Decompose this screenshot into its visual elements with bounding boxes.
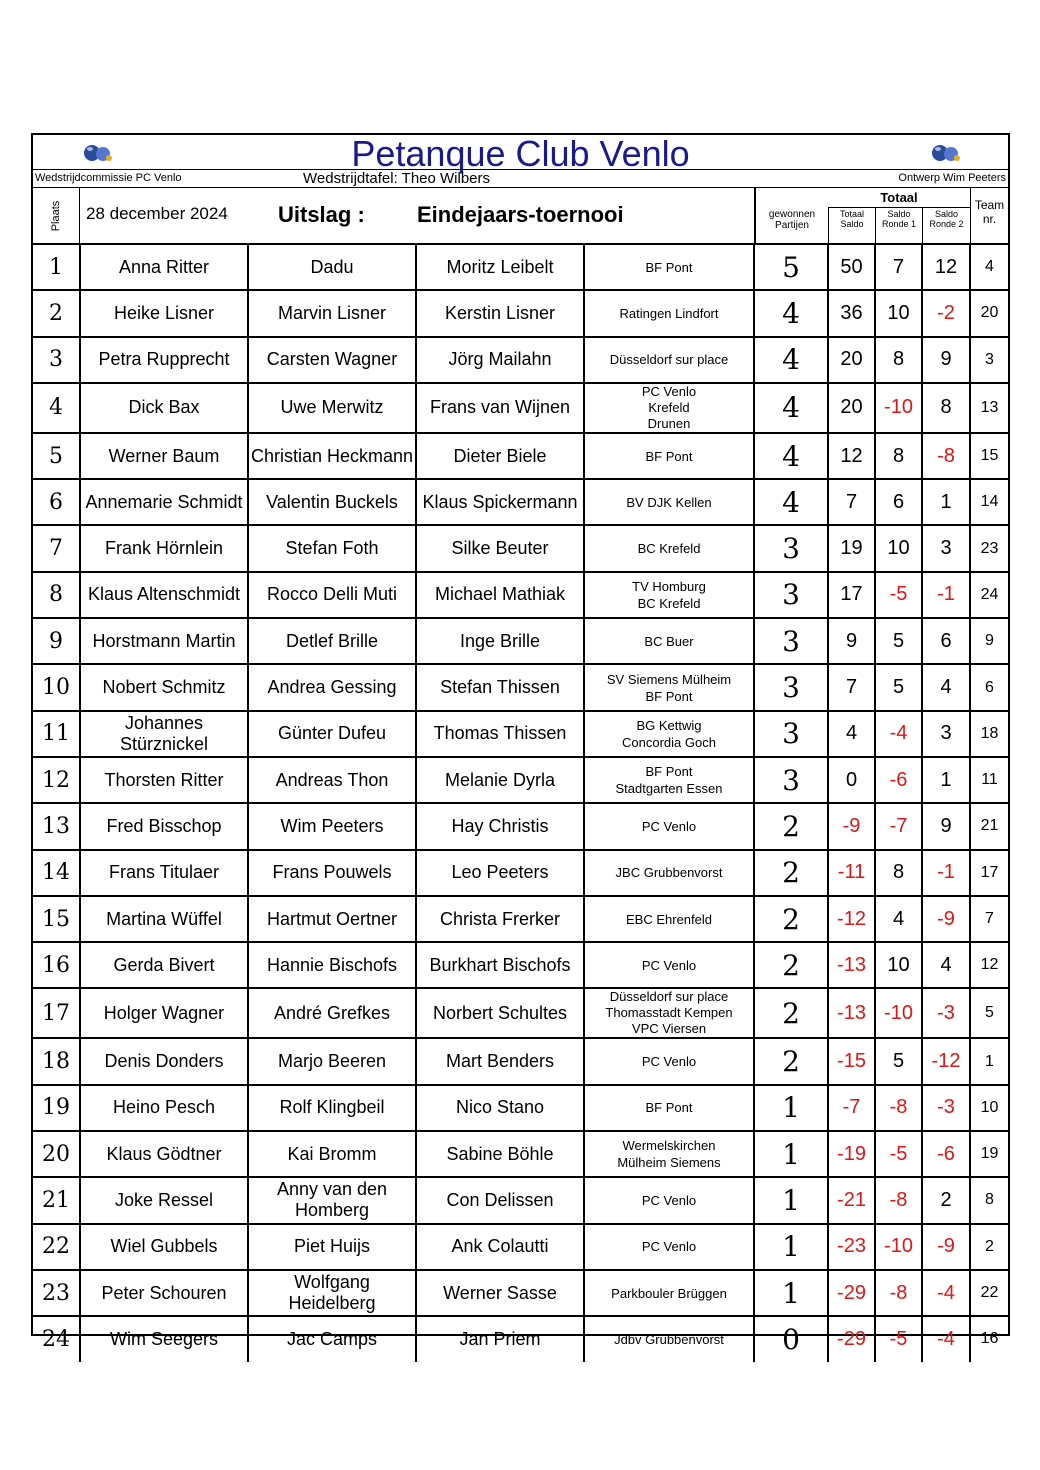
player1-cell: Johannes Stürznickel <box>80 711 248 757</box>
total-saldo-cell: -23 <box>828 1224 875 1270</box>
place-cell: 17 <box>33 988 80 1038</box>
won-games-cell: 4 <box>754 433 828 479</box>
player3-cell: Silke Beuter <box>416 525 584 571</box>
round2-saldo-cell: -4 <box>922 1270 970 1316</box>
total-saldo-cell: -11 <box>828 850 875 896</box>
round1-saldo-cell: 5 <box>875 618 922 664</box>
team-number-cell: 15 <box>970 433 1008 479</box>
table-row <box>33 988 1008 1038</box>
player3-cell: Melanie Dyrla <box>416 757 584 803</box>
table-row <box>33 711 1008 757</box>
player1-cell: Peter Schouren <box>80 1270 248 1316</box>
round1-saldo-cell: 5 <box>875 664 922 710</box>
club-title: Petanque Club Venlo <box>351 133 690 174</box>
team-number-cell: 5 <box>970 988 1008 1038</box>
total-saldo-cell: 36 <box>828 290 875 336</box>
round1-saldo-cell: -8 <box>875 1177 922 1223</box>
player2-cell: Rolf Klingbeil <box>248 1085 416 1131</box>
club-cell: Wermelskirchen Mülheim Siemens <box>584 1131 754 1177</box>
player3-cell: Christa Frerker <box>416 896 584 942</box>
round1-saldo-cell: -10 <box>875 383 922 433</box>
round1-saldo-cell: 4 <box>875 896 922 942</box>
table-row <box>33 525 1008 571</box>
player3-cell: Burkhart Bischofs <box>416 942 584 988</box>
round2-saldo-cell: 1 <box>922 757 970 803</box>
team-number-cell: 8 <box>970 1177 1008 1223</box>
team-number-cell: 1 <box>970 1038 1008 1084</box>
team-number-cell: 20 <box>970 290 1008 336</box>
club-cell: BF Pont Stadtgarten Essen <box>584 757 754 803</box>
round1-saldo-cell: 8 <box>875 337 922 383</box>
player1-cell: Holger Wagner <box>80 988 248 1038</box>
table-row <box>33 572 1008 618</box>
team-header: Team nr. <box>970 188 1008 244</box>
total-saldo-cell: -12 <box>828 896 875 942</box>
committee-label: Wedstrijdcommissie PC Venlo <box>35 172 182 184</box>
place-cell: 24 <box>33 1316 80 1361</box>
round1-saldo-cell: -5 <box>875 1316 922 1361</box>
total-saldo-cell: 7 <box>828 664 875 710</box>
won-games-cell: 1 <box>754 1224 828 1270</box>
won-games-cell: 2 <box>754 1038 828 1084</box>
player1-cell: Dick Bax <box>80 383 248 433</box>
table-row <box>33 896 1008 942</box>
total-saldo-header: Totaal Saldo <box>828 208 875 244</box>
won-header: gewonnen Partijen <box>754 208 828 244</box>
player3-cell: Kerstin Lisner <box>416 290 584 336</box>
team-number-cell: 10 <box>970 1085 1008 1131</box>
table-row <box>33 850 1008 896</box>
total-saldo-cell: -29 <box>828 1316 875 1361</box>
team-number-cell: 23 <box>970 525 1008 571</box>
round1-saldo-cell: 10 <box>875 525 922 571</box>
player3-cell: Jan Priem <box>416 1316 584 1361</box>
total-saldo-cell: 17 <box>828 572 875 618</box>
total-saldo-cell: 12 <box>828 433 875 479</box>
table-row <box>33 290 1008 336</box>
round2-saldo-cell: 12 <box>922 244 970 290</box>
won-games-cell: 2 <box>754 803 828 849</box>
place-cell: 3 <box>33 337 80 383</box>
team-number-cell: 9 <box>970 618 1008 664</box>
player2-cell: Valentin Buckels <box>248 479 416 525</box>
table-row <box>33 803 1008 849</box>
player2-cell: Detlef Brille <box>248 618 416 664</box>
club-cell: PC Venlo <box>584 803 754 849</box>
round1-saldo-cell: -4 <box>875 711 922 757</box>
player1-cell: Frank Hörnlein <box>80 525 248 571</box>
team-number-cell: 14 <box>970 479 1008 525</box>
round2-saldo-cell: 1 <box>922 479 970 525</box>
team-number-cell: 24 <box>970 572 1008 618</box>
player2-cell: Hannie Bischofs <box>248 942 416 988</box>
club-cell: PC Venlo <box>584 1224 754 1270</box>
round2-saldo-cell: -1 <box>922 572 970 618</box>
tournament-date: 28 december 2024 <box>86 204 228 223</box>
table-row <box>33 337 1008 383</box>
round2-saldo-cell: 4 <box>922 942 970 988</box>
place-cell: 8 <box>33 572 80 618</box>
player2-cell: Kai Bromm <box>248 1131 416 1177</box>
place-cell: 6 <box>33 479 80 525</box>
club-cell: TV Homburg BC Krefeld <box>584 572 754 618</box>
subtitle-row <box>33 169 1008 187</box>
total-saldo-cell: 20 <box>828 383 875 433</box>
player1-cell: Martina Wüffel <box>80 896 248 942</box>
player2-cell: André Grefkes <box>248 988 416 1038</box>
club-cell: BF Pont <box>584 433 754 479</box>
player1-cell: Anna Ritter <box>80 244 248 290</box>
player1-cell: Fred Bisschop <box>80 803 248 849</box>
player2-cell: Andrea Gessing <box>248 664 416 710</box>
round2-saldo-cell: 2 <box>922 1177 970 1223</box>
player2-cell: Jac Camps <box>248 1316 416 1361</box>
won-games-cell: 1 <box>754 1270 828 1316</box>
player3-cell: Sabine Böhle <box>416 1131 584 1177</box>
player2-cell: Uwe Merwitz <box>248 383 416 433</box>
won-games-cell: 2 <box>754 850 828 896</box>
place-cell: 12 <box>33 757 80 803</box>
player1-cell: Heike Lisner <box>80 290 248 336</box>
total-saldo-cell: -9 <box>828 803 875 849</box>
club-cell: Düsseldorf sur place Thomasstadt Kempen VPC Viersen <box>584 988 754 1038</box>
table-row <box>33 664 1008 710</box>
player3-cell: Mart Benders <box>416 1038 584 1084</box>
total-saldo-cell: 4 <box>828 711 875 757</box>
petanque-balls-icon <box>81 140 115 164</box>
total-saldo-cell: 20 <box>828 337 875 383</box>
player2-cell: Wim Peeters <box>248 803 416 849</box>
total-saldo-cell: -29 <box>828 1270 875 1316</box>
club-cell: Ratingen Lindfort <box>584 290 754 336</box>
round1-saldo-cell: 10 <box>875 290 922 336</box>
round2-saldo-cell: -9 <box>922 896 970 942</box>
player3-cell: Moritz Leibelt <box>416 244 584 290</box>
total-saldo-cell: -19 <box>828 1131 875 1177</box>
club-cell: JBC Grubbenvorst <box>584 850 754 896</box>
player3-cell: Dieter Biele <box>416 433 584 479</box>
player2-cell: Piet Huijs <box>248 1224 416 1270</box>
place-cell: 5 <box>33 433 80 479</box>
team-number-cell: 3 <box>970 337 1008 383</box>
won-games-cell: 5 <box>754 244 828 290</box>
player2-cell: Wolfgang Heidelberg <box>248 1270 416 1316</box>
round1-saldo-cell: 5 <box>875 1038 922 1084</box>
won-games-cell: 2 <box>754 896 828 942</box>
table-row <box>33 1270 1008 1316</box>
player1-cell: Heino Pesch <box>80 1085 248 1131</box>
round1-saldo-cell: -6 <box>875 757 922 803</box>
round1-saldo-cell: -10 <box>875 1224 922 1270</box>
player3-cell: Werner Sasse <box>416 1270 584 1316</box>
place-cell: 1 <box>33 244 80 290</box>
place-cell: 19 <box>33 1085 80 1131</box>
player2-cell: Marjo Beeren <box>248 1038 416 1084</box>
player3-cell: Klaus Spickermann <box>416 479 584 525</box>
results-sheet <box>31 133 1010 1356</box>
player2-cell: Marvin Lisner <box>248 290 416 336</box>
player2-cell: Frans Pouwels <box>248 850 416 896</box>
club-cell: BG Kettwig Concordia Goch <box>584 711 754 757</box>
won-games-cell: 4 <box>754 337 828 383</box>
round1-saldo-cell: 6 <box>875 479 922 525</box>
won-games-cell: 0 <box>754 1316 828 1361</box>
place-cell: 20 <box>33 1131 80 1177</box>
team-number-cell: 17 <box>970 850 1008 896</box>
place-cell: 23 <box>33 1270 80 1316</box>
table-row <box>33 757 1008 803</box>
player1-cell: Gerda Bivert <box>80 942 248 988</box>
club-cell: PC Venlo <box>584 1177 754 1223</box>
round2-saldo-cell: 4 <box>922 664 970 710</box>
won-games-cell: 3 <box>754 664 828 710</box>
round1-saldo-cell: -5 <box>875 1131 922 1177</box>
club-cell: BC Buer <box>584 618 754 664</box>
total-saldo-cell: 19 <box>828 525 875 571</box>
won-games-cell: 1 <box>754 1131 828 1177</box>
club-cell: Parkbouler Brüggen <box>584 1270 754 1316</box>
team-number-cell: 6 <box>970 664 1008 710</box>
round1-header: Saldo Ronde 1 <box>875 208 922 244</box>
player2-cell: Hartmut Oertner <box>248 896 416 942</box>
club-cell: BF Pont <box>584 244 754 290</box>
player3-cell: Con Delissen <box>416 1177 584 1223</box>
round2-saldo-cell: -9 <box>922 1224 970 1270</box>
club-cell: BF Pont <box>584 1085 754 1131</box>
won-games-cell: 4 <box>754 383 828 433</box>
place-cell: 11 <box>33 711 80 757</box>
player1-cell: Joke Ressel <box>80 1177 248 1223</box>
player3-cell: Stefan Thissen <box>416 664 584 710</box>
player1-cell: Horstmann Martin <box>80 618 248 664</box>
place-cell: 15 <box>33 896 80 942</box>
player3-cell: Jörg Mailahn <box>416 337 584 383</box>
round2-saldo-cell: -6 <box>922 1131 970 1177</box>
place-cell: 2 <box>33 290 80 336</box>
round2-saldo-cell: -2 <box>922 290 970 336</box>
won-games-cell: 3 <box>754 572 828 618</box>
player3-cell: Frans van Wijnen <box>416 383 584 433</box>
club-cell: BV DJK Kellen <box>584 479 754 525</box>
place-cell: 16 <box>33 942 80 988</box>
player1-cell: Frans Titulaer <box>80 850 248 896</box>
team-number-cell: 19 <box>970 1131 1008 1177</box>
team-number-cell: 2 <box>970 1224 1008 1270</box>
player1-cell: Annemarie Schmidt <box>80 479 248 525</box>
total-saldo-cell: -15 <box>828 1038 875 1084</box>
player3-cell: Michael Mathiak <box>416 572 584 618</box>
club-cell: Jdbv Grubbenvorst <box>584 1316 754 1361</box>
player3-cell: Nico Stano <box>416 1085 584 1131</box>
player3-cell: Hay Christis <box>416 803 584 849</box>
table-row <box>33 1316 1008 1361</box>
player2-cell: Christian Heckmann <box>248 433 416 479</box>
total-saldo-cell: 9 <box>828 618 875 664</box>
total-saldo-cell: -7 <box>828 1085 875 1131</box>
round2-saldo-cell: -1 <box>922 850 970 896</box>
round1-saldo-cell: 10 <box>875 942 922 988</box>
team-number-cell: 13 <box>970 383 1008 433</box>
place-cell: 7 <box>33 525 80 571</box>
place-cell: 13 <box>33 803 80 849</box>
place-cell: 21 <box>33 1177 80 1223</box>
results-table <box>33 243 1008 1362</box>
round1-saldo-cell: -8 <box>875 1085 922 1131</box>
club-cell: SV Siemens Mülheim BF Pont <box>584 664 754 710</box>
place-cell: 9 <box>33 618 80 664</box>
player3-cell: Norbert Schultes <box>416 988 584 1038</box>
player1-cell: Wiel Gubbels <box>80 1224 248 1270</box>
place-cell: 14 <box>33 850 80 896</box>
tournament-name: Eindejaars-toernooi <box>417 202 624 227</box>
club-cell: PC Venlo Krefeld Drunen <box>584 383 754 433</box>
player2-cell: Günter Dufeu <box>248 711 416 757</box>
won-games-cell: 3 <box>754 711 828 757</box>
round2-saldo-cell: 9 <box>922 337 970 383</box>
team-number-cell: 7 <box>970 896 1008 942</box>
team-number-cell: 12 <box>970 942 1008 988</box>
player2-cell: Dadu <box>248 244 416 290</box>
player2-cell: Stefan Foth <box>248 525 416 571</box>
total-saldo-cell: -13 <box>828 988 875 1038</box>
petanque-balls-icon <box>929 140 963 164</box>
player1-cell: Thorsten Ritter <box>80 757 248 803</box>
table-header <box>33 187 1008 243</box>
table-row <box>33 433 1008 479</box>
player3-cell: Inge Brille <box>416 618 584 664</box>
player1-cell: Klaus Gödtner <box>80 1131 248 1177</box>
won-games-cell: 3 <box>754 618 828 664</box>
table-row <box>33 618 1008 664</box>
club-cell: PC Venlo <box>584 1038 754 1084</box>
place-cell: 18 <box>33 1038 80 1084</box>
round2-header: Saldo Ronde 2 <box>922 208 970 244</box>
player3-cell: Leo Peeters <box>416 850 584 896</box>
table-row <box>33 244 1008 290</box>
won-games-cell: 1 <box>754 1177 828 1223</box>
totaal-header: Totaal <box>828 188 970 208</box>
round1-saldo-cell: -7 <box>875 803 922 849</box>
table-row <box>33 1131 1008 1177</box>
round2-saldo-cell: 3 <box>922 711 970 757</box>
won-games-cell: 4 <box>754 290 828 336</box>
club-cell: EBC Ehrenfeld <box>584 896 754 942</box>
total-saldo-cell: 0 <box>828 757 875 803</box>
round2-saldo-cell: -8 <box>922 433 970 479</box>
round2-saldo-cell: 9 <box>922 803 970 849</box>
player2-cell: Rocco Delli Muti <box>248 572 416 618</box>
table-row <box>33 1085 1008 1131</box>
player1-cell: Petra Rupprecht <box>80 337 248 383</box>
won-games-cell: 2 <box>754 942 828 988</box>
design-credit: Ontwerp Wim Peeters <box>898 172 1006 184</box>
result-label: Uitslag : <box>278 202 365 227</box>
round2-saldo-cell: 8 <box>922 383 970 433</box>
round1-saldo-cell: -10 <box>875 988 922 1038</box>
won-games-cell: 1 <box>754 1085 828 1131</box>
table-official-label: Wedstrijdtafel: Theo Wilbers <box>303 170 491 187</box>
won-games-cell: 2 <box>754 988 828 1038</box>
place-cell: 10 <box>33 664 80 710</box>
plaats-header: Plaats <box>33 188 80 244</box>
round2-saldo-cell: -12 <box>922 1038 970 1084</box>
club-cell: PC Venlo <box>584 942 754 988</box>
round1-saldo-cell: 7 <box>875 244 922 290</box>
player2-cell: Carsten Wagner <box>248 337 416 383</box>
team-number-cell: 11 <box>970 757 1008 803</box>
club-cell: Düsseldorf sur place <box>584 337 754 383</box>
club-cell: BC Krefeld <box>584 525 754 571</box>
round2-saldo-cell: -3 <box>922 988 970 1038</box>
table-row <box>33 1224 1008 1270</box>
table-row <box>33 383 1008 433</box>
player1-cell: Klaus Altenschmidt <box>80 572 248 618</box>
place-cell: 22 <box>33 1224 80 1270</box>
player2-cell: Anny van den Homberg <box>248 1177 416 1223</box>
round2-saldo-cell: -3 <box>922 1085 970 1131</box>
table-row <box>33 1038 1008 1084</box>
won-games-cell: 4 <box>754 479 828 525</box>
player1-cell: Denis Donders <box>80 1038 248 1084</box>
total-saldo-cell: -13 <box>828 942 875 988</box>
table-row <box>33 1177 1008 1223</box>
table-row <box>33 942 1008 988</box>
table-row <box>33 479 1008 525</box>
round1-saldo-cell: 8 <box>875 433 922 479</box>
team-number-cell: 21 <box>970 803 1008 849</box>
round1-saldo-cell: -5 <box>875 572 922 618</box>
won-games-cell: 3 <box>754 757 828 803</box>
player1-cell: Werner Baum <box>80 433 248 479</box>
won-games-cell: 3 <box>754 525 828 571</box>
total-saldo-cell: 7 <box>828 479 875 525</box>
player1-cell: Wim Seegers <box>80 1316 248 1361</box>
player3-cell: Ank Colautti <box>416 1224 584 1270</box>
total-saldo-cell: 50 <box>828 244 875 290</box>
player3-cell: Thomas Thissen <box>416 711 584 757</box>
total-saldo-cell: -21 <box>828 1177 875 1223</box>
player2-cell: Andreas Thon <box>248 757 416 803</box>
team-number-cell: 4 <box>970 244 1008 290</box>
round1-saldo-cell: -8 <box>875 1270 922 1316</box>
team-number-cell: 22 <box>970 1270 1008 1316</box>
round1-saldo-cell: 8 <box>875 850 922 896</box>
round2-saldo-cell: 6 <box>922 618 970 664</box>
round2-saldo-cell: 3 <box>922 525 970 571</box>
player1-cell: Nobert Schmitz <box>80 664 248 710</box>
team-number-cell: 16 <box>970 1316 1008 1361</box>
round2-saldo-cell: -4 <box>922 1316 970 1361</box>
place-cell: 4 <box>33 383 80 433</box>
team-number-cell: 18 <box>970 711 1008 757</box>
